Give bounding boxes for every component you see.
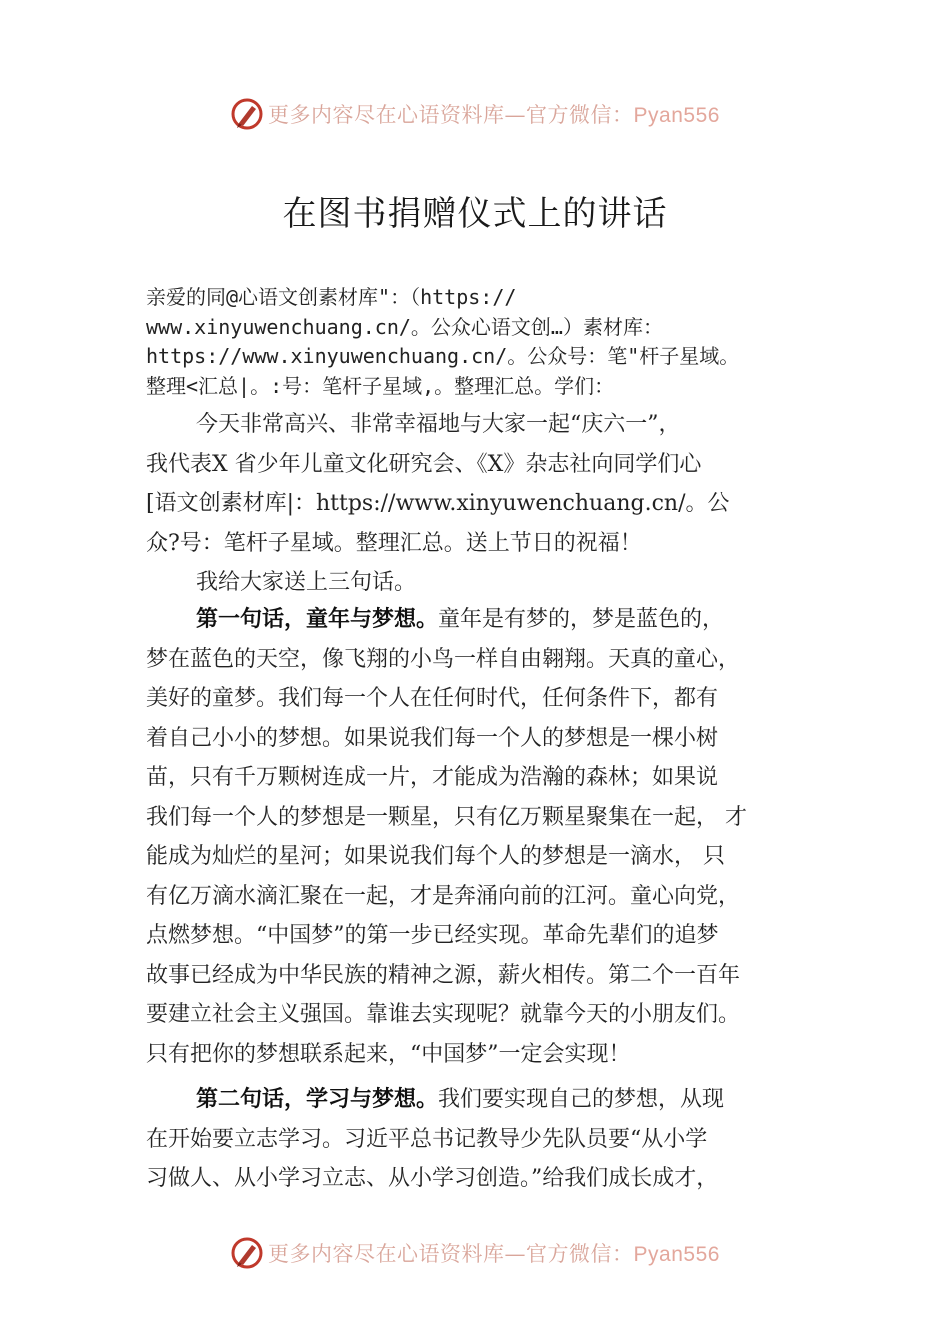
text-line: 能成为灿烂的星河；如果说我们每个人的梦想是一滴水， 只	[146, 844, 725, 869]
text-line: 故事已经成为中华民族的精神之源，薪火相传。第二个一百年	[146, 962, 741, 988]
text-line: https://www.xinyuwenchuang.cn/。公众号：笔"杆子星域。	[146, 344, 740, 368]
text-line: 我们每一个人的梦想是一颗星，只有亿万颗星聚集在一起， 才	[146, 804, 747, 830]
text-line: 习做人、从小学习立志、从小学习创造。”给我们成长成才，	[146, 1166, 719, 1191]
section-heading: 第二句话，学习与梦想。	[196, 1086, 439, 1112]
section-first-line	[146, 1080, 836, 1120]
text-line: 众?号：笔杆子星域。整理汇总。送上节日的祝福！	[146, 530, 642, 556]
text-line: 今天非常高兴、非常幸福地与大家一起“庆六一”，	[196, 412, 681, 437]
watermark-text: 更多内容尽在心语资料库—官方微信：Pyan556	[268, 1242, 720, 1266]
text-line: 苗，只有千万颗树连成一片，才能成为浩瀚的森林；如果说	[146, 765, 719, 790]
section-heading: 第一句话，童年与梦想。	[196, 606, 439, 632]
pen-logo-icon	[230, 1236, 264, 1270]
text-line: 要建立社会主义强国。靠谁去实现呢？就靠今天的小朋友们。	[146, 1002, 741, 1027]
footer-watermark	[0, 1233, 950, 1273]
intro-paragraph	[146, 283, 846, 401]
text-line: 点燃梦想。“中国梦”的第一步已经实现。革命先辈们的追梦	[146, 923, 719, 948]
watermark-text: 更多内容尽在心语资料库—官方微信：Pyan556	[268, 103, 720, 127]
text-run: 童年是有梦的，梦是蓝色的，	[438, 607, 725, 632]
text-line: 着自己小小的梦想。如果说我们每一个人的梦想是一棵小树	[146, 725, 719, 751]
document-title: 在图书捐赠仪式上的讲话	[282, 194, 668, 234]
section-two	[146, 1080, 836, 1199]
text-line: [语文创素材库|：https://www.xinyuwenchuang.cn/。公	[146, 491, 730, 516]
text-line: 亲爱的同@心语文创素材库"：（https://	[146, 285, 517, 309]
text-line: 只有把你的梦想联系起来，“中国梦”一定会实现！	[146, 1041, 631, 1067]
text-line: 在开始要立志学习。习近平总书记教导少先队员要“从小学	[146, 1126, 708, 1152]
text-line: 我代表X 省少年儿童文化研究会、《X》杂志社向同学们心	[146, 451, 702, 477]
header-watermark	[0, 94, 950, 134]
text-line: 梦在蓝色的天空，像飞翔的小鸟一样自由翱翔。天真的童心，	[146, 646, 741, 672]
section-one	[146, 600, 836, 1074]
text-run: 我们要实现自己的梦想，从现	[438, 1087, 725, 1112]
text-line: 有亿万滴水滴汇聚在一起，才是奔涌向前的江河。童心向党，	[146, 883, 741, 909]
text-line: www.xinyuwenchuang.cn/。公众心语文创…）素材库：	[146, 314, 663, 339]
pen-logo-icon	[230, 97, 264, 131]
section-first-line	[146, 600, 836, 640]
text-line: 美好的童梦。我们每一个人在任何时代，任何条件下，都有	[146, 686, 719, 711]
greeting-paragraph	[146, 405, 836, 603]
text-line: 整理<汇总|。:号：笔杆子星域,。整理汇总。学们：	[146, 373, 615, 398]
text-line: 我给大家送上三句话。	[196, 570, 417, 595]
